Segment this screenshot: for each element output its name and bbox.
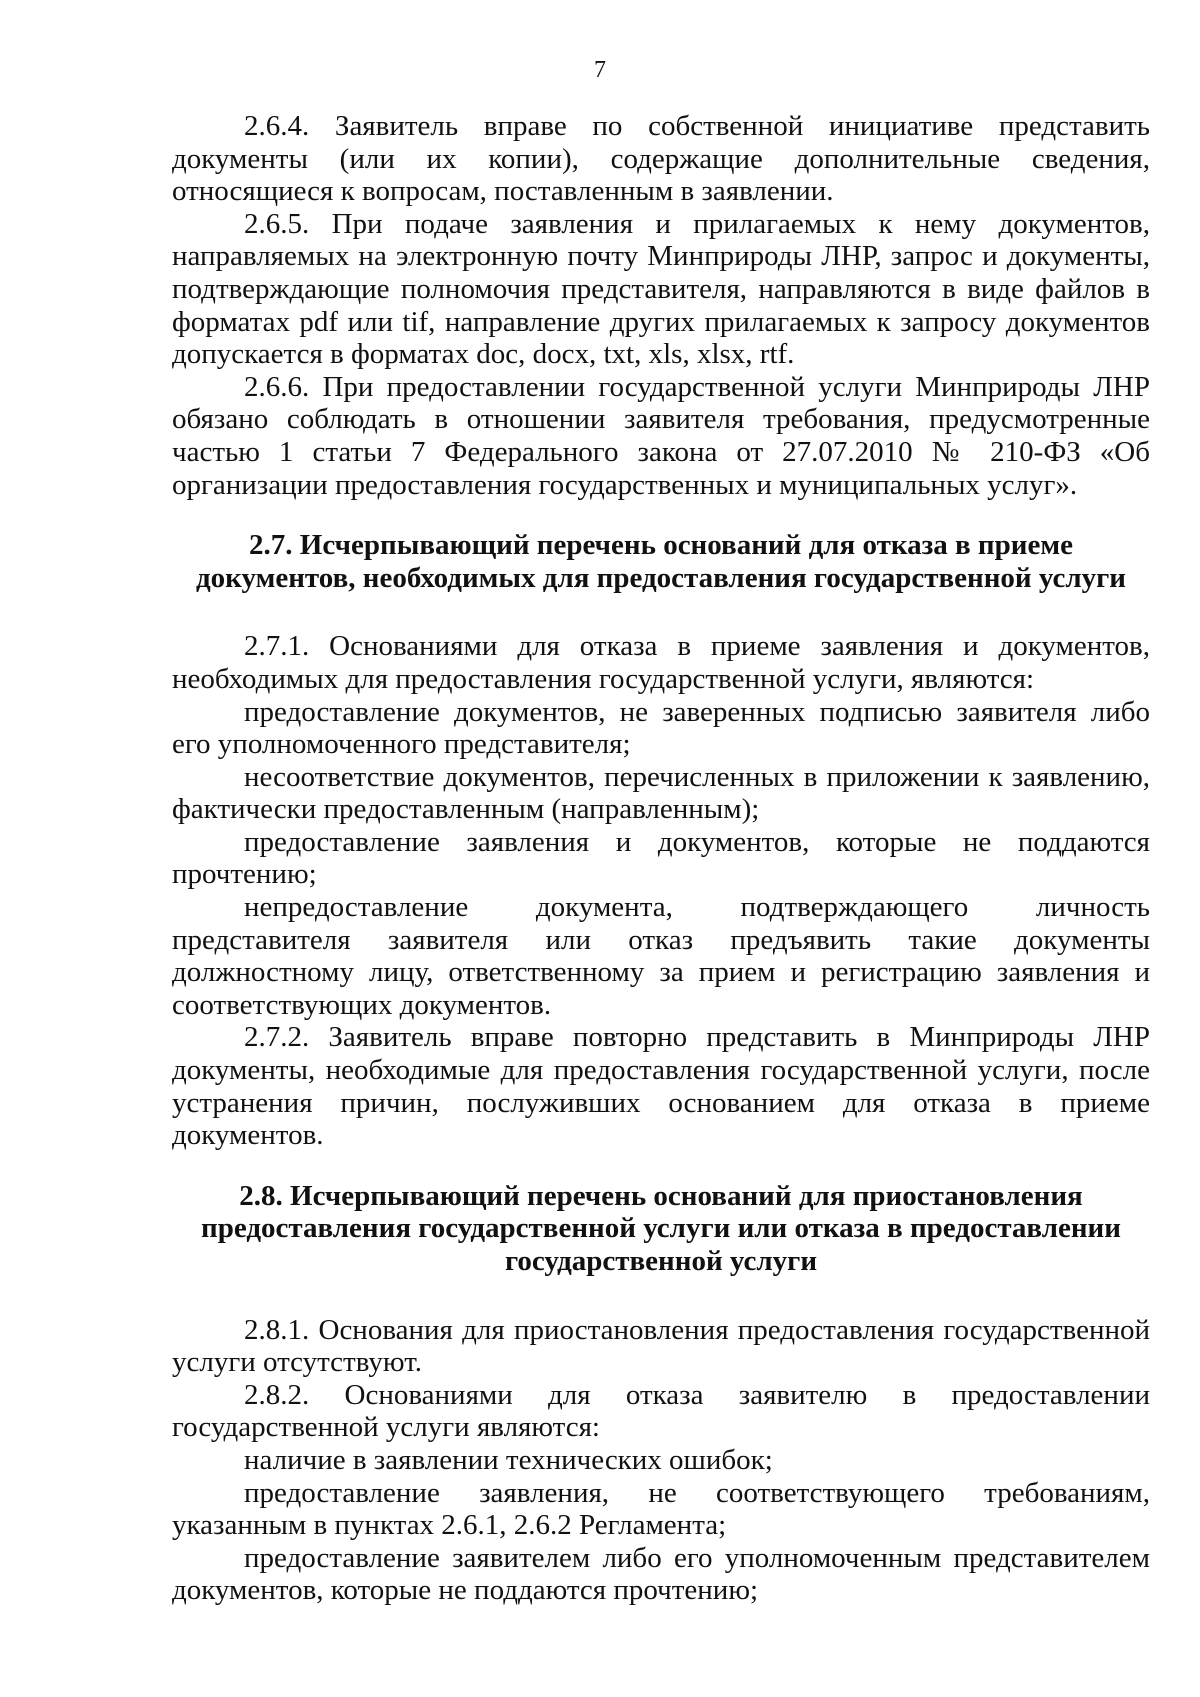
list-item-mismatch-documents: несоответствие документов, перечисленных в приложении к заявлению, фактически предоставленным (направленным); <box>172 760 1150 826</box>
paragraph-2-6-6: 2.6.6. При предоставлении государственной услуги Минприроды ЛНР обязано соблюдать в отношении заявителя требования, предусмотренные частью 1 статьи 7 Федерального закона от 27.07.2010 № 210-ФЗ «Об организации предоставления государственных и муниципальных услуг». <box>172 370 1150 501</box>
paragraph-2-7-1: 2.7.1. Основаниями для отказа в приеме заявления и документов, необходимых для предоставления государственной услуги, являются: <box>172 630 1150 695</box>
list-item-no-identity-document: непредоставление документа, подтверждающего личность представителя заявителя или отказ предъявить такие документы должностному лицу, ответственному за прием и регистрацию заявления и соответствующих документов. <box>172 891 1150 1021</box>
document-body <box>172 110 1150 1607</box>
paragraph-2-8-1: 2.8.1. Основания для приостановления предоставления государственной услуги отсутствуют. <box>172 1313 1150 1379</box>
list-item-unreadable-by-applicant: предоставление заявителем либо его уполномоченным представителем документов, которые не поддаются прочтению; <box>172 1541 1150 1607</box>
list-item-unreadable-documents: предоставление заявления и документов, которые не поддаются прочтению; <box>172 825 1150 891</box>
paragraph-2-6-4: 2.6.4. Заявитель вправе по собственной инициативе представить документы (или их копии), содержащие дополнительные сведения, относящиеся к вопросам, поставленным в заявлении. <box>172 110 1150 208</box>
section-heading-2-8: 2.8. Исчерпывающий перечень оснований для приостановления предоставления государственной услуги или отказа в предоставлении государственной услуги <box>201 1179 1121 1277</box>
paragraph-2-6-5: 2.6.5. При подаче заявления и прилагаемых к нему документов, направляемых на электронную почту Минприроды ЛНР, запрос и документы, подтверждающие полномочия представителя, направляются в виде файлов в форматах pdf или tif, направление других прилагаемых к запросу документов допускается в форматах doc, docx, txt, xls, xlsx, rtf. <box>172 207 1150 371</box>
list-item-nonconforming-application: предоставление заявления, не соответствующего требованиям, указанным в пунктах 2.6.1, 2.6.2 Регламента; <box>172 1476 1150 1542</box>
paragraph-2-8-2: 2.8.2. Основаниями для отказа заявителю в предоставлении государственной услуги являются: <box>172 1378 1150 1444</box>
page-number: 7 <box>594 57 606 83</box>
section-heading-2-7: 2.7. Исчерпывающий перечень оснований для отказа в приеме документов, необходимых для предоставления государственной услуги <box>196 529 1126 594</box>
list-item-technical-errors: наличие в заявлении технических ошибок; <box>244 1443 773 1476</box>
list-item-unsigned-documents: предоставление документов, не заверенных подписью заявителя либо его уполномоченного представителя; <box>172 695 1150 761</box>
paragraph-2-7-2: 2.7.2. Заявитель вправе повторно представить в Минприроды ЛНР документы, необходимые для предоставления государственной услуги, после устранения причин, послуживших основанием для отказа в приеме документов. <box>172 1021 1150 1152</box>
